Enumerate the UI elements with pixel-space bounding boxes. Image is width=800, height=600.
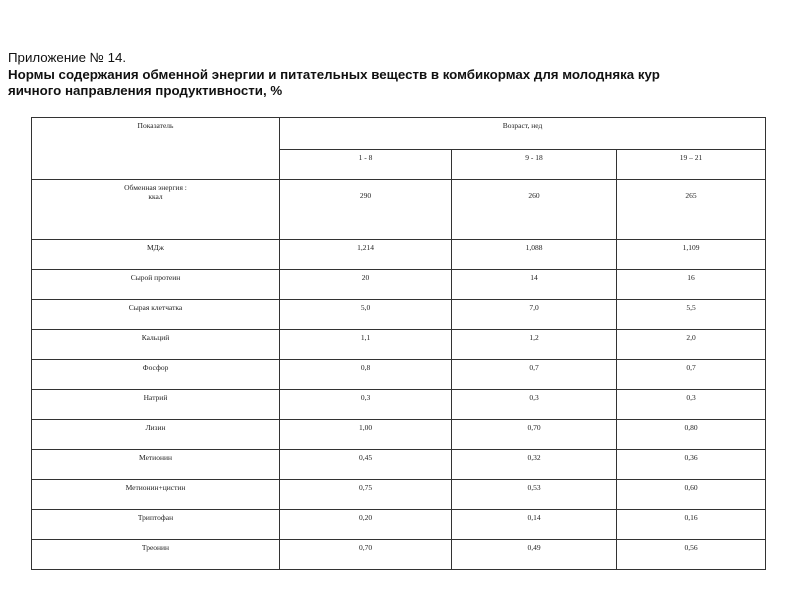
cell-value xyxy=(452,180,617,240)
table-row xyxy=(32,180,766,240)
cell-value: 0,16 xyxy=(617,510,766,540)
header-age-group-2: 9 - 18 xyxy=(452,150,617,180)
row-label: Фосфор xyxy=(32,360,280,390)
row-label: Лизин xyxy=(32,420,280,450)
table-row xyxy=(32,270,766,300)
cell-text: 290 xyxy=(359,191,372,200)
table-row xyxy=(32,450,766,480)
cell-value: 0,53 xyxy=(452,480,617,510)
cell-value: 0,45 xyxy=(280,450,452,480)
cell-value: 2,0 xyxy=(617,330,766,360)
header-age: Возраст, нед xyxy=(280,118,766,150)
table-row xyxy=(32,540,766,570)
row-label: Сырой протеин xyxy=(32,270,280,300)
cell-value: 20 xyxy=(280,270,452,300)
cell-value: 0,80 xyxy=(617,420,766,450)
header-age-group-1: 1 - 8 xyxy=(280,150,452,180)
document-title-line-2: яичного направления продуктивности, % xyxy=(8,83,283,98)
cell-value: 0,7 xyxy=(617,360,766,390)
cell-value: 1,00 xyxy=(280,420,452,450)
table-row xyxy=(32,510,766,540)
cell-text: 265 xyxy=(685,191,697,200)
cell-value: 0,49 xyxy=(452,540,617,570)
cell-value xyxy=(280,180,452,240)
row-label: Сырая клетчатка xyxy=(32,300,280,330)
header-age-group-3: 19 – 21 xyxy=(617,150,766,180)
cell-value: 0,8 xyxy=(280,360,452,390)
cell-value: 0,32 xyxy=(452,450,617,480)
row-label: Кальций xyxy=(32,330,280,360)
cell-value: 0,60 xyxy=(617,480,766,510)
header-indicator: Показатель xyxy=(32,118,280,180)
cell-value xyxy=(617,180,766,240)
row-label: Метионин+цистин xyxy=(32,480,280,510)
cell-value: 0,70 xyxy=(280,540,452,570)
cell-value: 1,109 xyxy=(617,240,766,270)
document-heading xyxy=(8,50,793,100)
table-row xyxy=(32,300,766,330)
table-row xyxy=(32,330,766,360)
row-label: Треонин xyxy=(32,540,280,570)
table-row xyxy=(32,390,766,420)
cell-value: 0,75 xyxy=(280,480,452,510)
cell-value: 1,214 xyxy=(280,240,452,270)
table-row xyxy=(32,360,766,390)
cell-value: 0,7 xyxy=(452,360,617,390)
cell-value: 7,0 xyxy=(452,300,617,330)
cell-value: 0,20 xyxy=(280,510,452,540)
cell-value: 1,2 xyxy=(452,330,617,360)
cell-value: 14 xyxy=(452,270,617,300)
cell-value: 0,36 xyxy=(617,450,766,480)
cell-value: 0,70 xyxy=(452,420,617,450)
cell-value: 5,0 xyxy=(280,300,452,330)
row-label: Триптофан xyxy=(32,510,280,540)
cell-value: 5,5 xyxy=(617,300,766,330)
cell-value: 0,3 xyxy=(617,390,766,420)
document-title-line-1: Нормы содержания обменной энергии и питательных веществ в комбикормах для молодняка кур xyxy=(8,66,660,82)
cell-value: 0,3 xyxy=(452,390,617,420)
table-row xyxy=(32,420,766,450)
table-header-row xyxy=(32,118,766,150)
row-label: МДж xyxy=(32,240,280,270)
row-label: Натрий xyxy=(32,390,280,420)
cell-value: 0,56 xyxy=(617,540,766,570)
cell-value: 0,14 xyxy=(452,510,617,540)
row-label xyxy=(32,180,280,240)
cell-value: 1,1 xyxy=(280,330,452,360)
row-label: Метионин xyxy=(32,450,280,480)
cell-value: 0,3 xyxy=(280,390,452,420)
table-row xyxy=(32,480,766,510)
cell-text: 260 xyxy=(528,191,540,200)
row-label-line-2: ккал xyxy=(148,192,163,201)
table-row xyxy=(32,240,766,270)
appendix-number: Приложение № 14. xyxy=(8,50,127,65)
row-label-line-1: Обменная энергия : xyxy=(124,183,187,192)
cell-value: 16 xyxy=(617,270,766,300)
norms-table xyxy=(31,117,766,570)
cell-value: 1,088 xyxy=(452,240,617,270)
